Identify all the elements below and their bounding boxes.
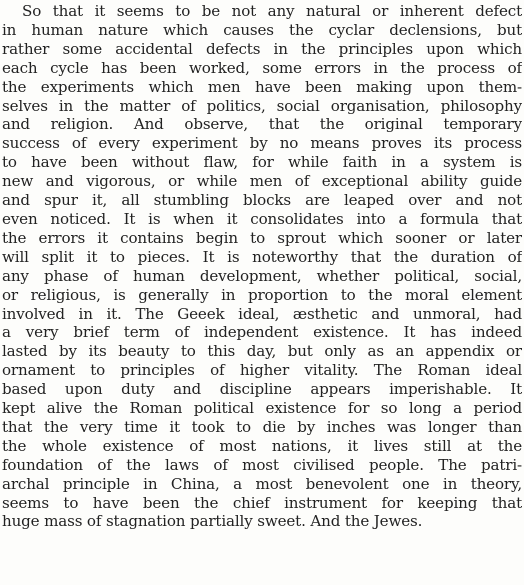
text-line: seems to have been the chief instrument for keeping that xyxy=(2,493,522,512)
text-line: each cycle has been worked, some errors in the process of xyxy=(2,58,522,77)
text-line: foundation of the laws of most civilised people. The patri- xyxy=(2,455,522,474)
text-line: new and vigorous, or while men of exceptional ability guide xyxy=(2,172,522,191)
text-line: archal principle in China, a most benevolent one in theory, xyxy=(2,474,522,493)
text-line: or religious, is generally in proportion to the moral element xyxy=(2,285,522,304)
text-line: So that it seems to be not any natural or inherent defect xyxy=(22,2,522,20)
text-line: even noticed. It is when it consolidates into a formula that xyxy=(2,209,522,228)
text-line: based upon duty and discipline appears imperishable. It xyxy=(2,380,522,399)
text-line: and religion. And observe, that the original temporary xyxy=(2,115,522,134)
text-line: any phase of human development, whether political, social, xyxy=(2,266,522,285)
text-line: huge mass of stagnation partially sweet. And the Jewes. xyxy=(2,512,423,531)
text-line: the errors it contains begin to sprout which sooner or later xyxy=(2,228,522,247)
text-line: in human nature which causes the cyclar declensions, but xyxy=(2,20,522,39)
text-line: success of every experiment by no means proves its process xyxy=(2,134,522,153)
text-line: and spur it, all stumbling blocks are leaped over and not xyxy=(2,191,522,210)
text-line: the experiments which men have been making upon them- xyxy=(2,77,522,96)
text-line: that the very time it took to die by inches was longer than xyxy=(2,417,522,436)
text-line: selves in the matter of politics, social organisation, philosophy xyxy=(2,96,522,115)
text-line: involved in it. The Geeek ideal, æsthetic and unmoral, had xyxy=(2,304,522,323)
text-line: to have been without flaw, for while faith in a system is xyxy=(2,153,522,172)
text-line: lasted by its beauty to this day, but only as an appendix or xyxy=(2,342,522,361)
text-line: rather some accidental defects in the principles upon which xyxy=(2,39,522,58)
text-line: will split it to pieces. It is noteworthy that the duration of xyxy=(2,247,522,266)
text-line: kept alive the Roman political existence for so long a period xyxy=(2,399,522,418)
body-text xyxy=(2,2,522,531)
text-line: the whole existence of most nations, it lives still at the xyxy=(2,436,522,455)
text-line: ornament to principles of higher vitality. The Roman ideal xyxy=(2,361,522,380)
text-line: a very brief term of independent existence. It has indeed xyxy=(2,323,522,342)
